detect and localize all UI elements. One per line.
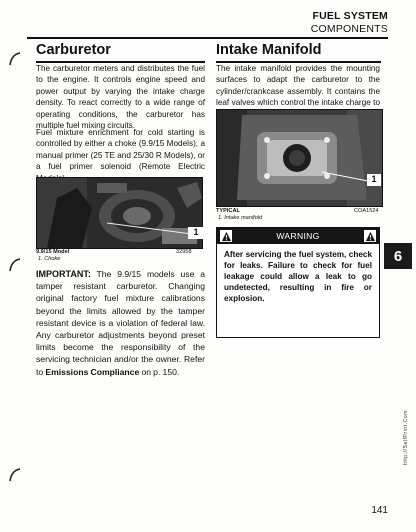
intake-caption-item: 1. Intake manifold — [218, 215, 263, 221]
intake-manifold-heading: Intake Manifold — [216, 42, 322, 58]
warning-label: WARNING — [276, 231, 320, 241]
header-section: FUEL SYSTEM — [312, 10, 388, 22]
important-label: IMPORTANT: — [36, 269, 91, 279]
carburetor-caption-title: 9.9/15 Model — [36, 249, 70, 255]
warning-triangle-icon — [220, 230, 232, 242]
binding-mark-icon — [8, 258, 22, 272]
intake-figure-callout: 1 — [367, 174, 381, 186]
intake-caption-title: TYPICAL — [216, 208, 240, 214]
intake-manifold-paragraph: The intake manifold provides the mounting surfaces to adapt the carburetor to the cylinder/crankcase assembly. It contains the leaf valves which control the intake charge to — [216, 64, 380, 108]
binding-mark-icon — [8, 52, 22, 66]
important-note — [36, 268, 205, 378]
carburetor-figure-callout: 1 — [188, 227, 204, 239]
carburetor-paragraph-1: The carburetor meters and distributes the fuel to the engine. It controls engine speed and power output by varying the intake charge density. To react correctly to a wide range of operating conditions, the carburetor has multiple fuel mixing circuits. — [36, 64, 205, 131]
chapter-tab: 6 — [384, 243, 412, 269]
carburetor-photo — [36, 177, 203, 249]
watermark: http://SelfPrint.Com — [403, 410, 409, 465]
header-rule — [27, 37, 388, 39]
header-subsection: COMPONENTS — [310, 23, 388, 35]
important-reference: Emissions Compliance — [45, 366, 140, 377]
carburetor-paragraph-2: Fuel mixture enrichment for cold starting is controlled by either a choke (9.9/15 Models), a manual primer (25 TE and 25/30 R Models), or a fuel primer solenoid (Remote Electric — [36, 128, 205, 172]
important-text-end: on p. 150. — [139, 366, 180, 377]
warning-text: After servicing the fuel system, check for leaks. Failure to check for fuel leakage could allow a leak to go undetected, resulting in fire or explosion. — [224, 250, 372, 303]
warning-triangle-icon — [364, 230, 376, 242]
binding-mark-icon — [8, 468, 22, 482]
carburetor-heading: Carburetor — [36, 42, 111, 58]
carburetor-caption-item: 1. Choke — [38, 256, 61, 262]
intake-manifold-photo-image — [217, 110, 382, 206]
carburetor-photo-image — [37, 178, 202, 248]
warning-header — [217, 228, 379, 244]
page-number: 141 — [371, 505, 388, 516]
warning-box — [216, 227, 380, 338]
carburetor-figure-code: 32958 — [176, 249, 192, 255]
intake-figure-code: COA1524 — [354, 208, 379, 214]
important-text: The 9.9/15 models use a tamper resistant carburetor. Changing original factory fuel mixture calibrations beyond the limits allowed by the tamper resistant device is a violation of federal law. Any carburetor adjustments beyond preset limits become the responsibility of the servicing technician and/or the owner. Refer to — [36, 269, 205, 377]
intake-manifold-photo — [216, 109, 383, 207]
